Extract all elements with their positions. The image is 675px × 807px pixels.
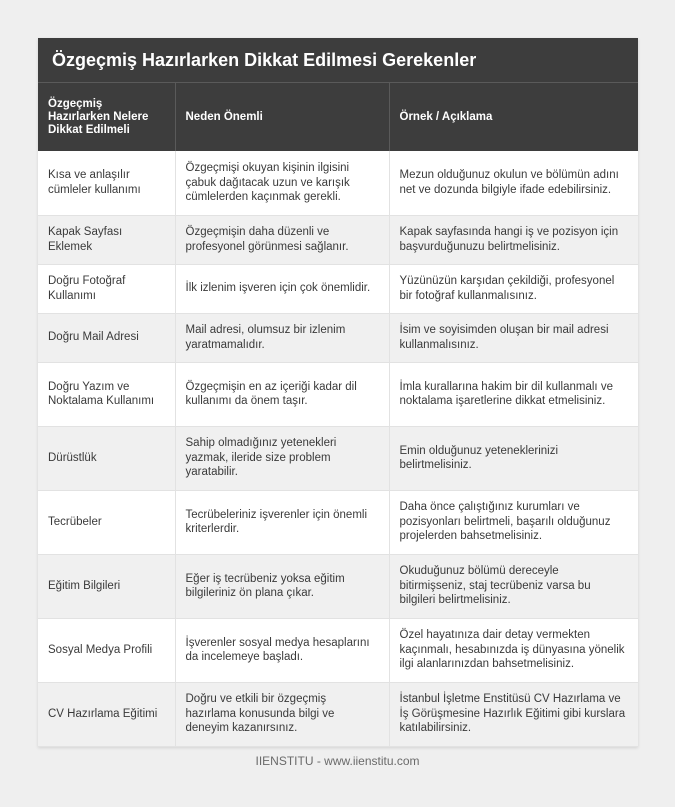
tips-table <box>38 82 638 747</box>
cell-example: İsim ve soyisimden oluşan bir mail adresi kullanmalısınız. <box>389 313 638 362</box>
table-row <box>38 682 638 746</box>
cell-what: Doğru Fotoğraf Kullanımı <box>38 264 175 313</box>
cell-why: Eğer iş tecrübeniz yoksa eğitim bilgileriniz ön plana çıkar. <box>175 554 389 618</box>
cell-why: Sahip olmadığınız yetenekleri yazmak, ileride size problem yaratabilir. <box>175 426 389 490</box>
header-cell-why: Neden Önemli <box>175 83 389 152</box>
cell-why: Özgeçmişin daha düzenli ve profesyonel görünmesi sağlanır. <box>175 215 389 264</box>
table-row <box>38 618 638 682</box>
cell-why: İşverenler sosyal medya hesaplarını da incelemeye başladı. <box>175 618 389 682</box>
footer-credit: IIENSTITU - www.iienstitu.com <box>255 754 420 768</box>
table-row <box>38 151 638 215</box>
cell-example: Mezun olduğunuz okulun ve bölümün adını net ve dozunda bilgiyle ifade edebilirsiniz. <box>389 151 638 215</box>
cell-what: Dürüstlük <box>38 426 175 490</box>
cell-why: Doğru ve etkili bir özgeçmiş hazırlama konusunda bilgi ve deneyim kazanırsınız. <box>175 682 389 746</box>
header-row <box>38 83 638 152</box>
cell-example: Okuduğunuz bölümü dereceyle bitirmişseniz, staj tecrübeniz varsa bu bilgileri belirtmelisiniz. <box>389 554 638 618</box>
cell-example: İmla kurallarına hakim bir dil kullanmalı ve noktalama işaretlerine dikkat etmelisiniz. <box>389 362 638 426</box>
cell-what: Tecrübeler <box>38 490 175 554</box>
table-title: Özgeçmiş Hazırlarken Dikkat Edilmesi Gerekenler <box>38 38 638 82</box>
cell-example: Özel hayatınıza dair detay vermekten kaçınmalı, hesabınızda iş dünyasına yönelik ilgi alanlarınızdan bahsetmelisiniz. <box>389 618 638 682</box>
table-row <box>38 362 638 426</box>
table-row <box>38 426 638 490</box>
cell-example: Kapak sayfasında hangi iş ve pozisyon için başvurduğunuzu belirtmelisiniz. <box>389 215 638 264</box>
header-cell-example: Örnek / Açıklama <box>389 83 638 152</box>
table-row <box>38 264 638 313</box>
cell-example: Emin olduğunuz yeteneklerinizi belirtmelisiniz. <box>389 426 638 490</box>
cell-example: İstanbul İşletme Enstitüsü CV Hazırlama ve İş Görüşmesine Hazırlık Eğitimi gibi kurslara katılabilirsiniz. <box>389 682 638 746</box>
cell-what: Eğitim Bilgileri <box>38 554 175 618</box>
cell-what: Doğru Mail Adresi <box>38 313 175 362</box>
table-row <box>38 490 638 554</box>
cell-what: Kısa ve anlaşılır cümleler kullanımı <box>38 151 175 215</box>
cell-what: CV Hazırlama Eğitimi <box>38 682 175 746</box>
cell-why: Mail adresi, olumsuz bir izlenim yaratmamalıdır. <box>175 313 389 362</box>
header-cell-what: Özgeçmiş Hazırlarken Nelere Dikkat Edilmeli <box>38 83 175 152</box>
table-row <box>38 554 638 618</box>
table-row <box>38 215 638 264</box>
cell-what: Sosyal Medya Profili <box>38 618 175 682</box>
cell-what: Doğru Yazım ve Noktalama Kullanımı <box>38 362 175 426</box>
table-row <box>38 313 638 362</box>
cell-why: İlk izlenim işveren için çok önemlidir. <box>175 264 389 313</box>
cell-why: Tecrübeleriniz işverenler için önemli kriterlerdir. <box>175 490 389 554</box>
cell-why: Özgeçmişi okuyan kişinin ilgisini çabuk dağıtacak uzun ve karışık cümlelerden kaçınmak gerekli. <box>175 151 389 215</box>
cell-example: Daha önce çalıştığınız kurumları ve pozisyonları belirtmeli, başarılı olduğunuz projelerden bahsetmelisiniz. <box>389 490 638 554</box>
cell-what: Kapak Sayfası Eklemek <box>38 215 175 264</box>
table-card <box>38 38 638 747</box>
cell-example: Yüzünüzün karşıdan çekildiği, profesyonel bir fotoğraf kullanmalısınız. <box>389 264 638 313</box>
cell-why: Özgeçmişin en az içeriği kadar dil kullanımı da önem taşır. <box>175 362 389 426</box>
